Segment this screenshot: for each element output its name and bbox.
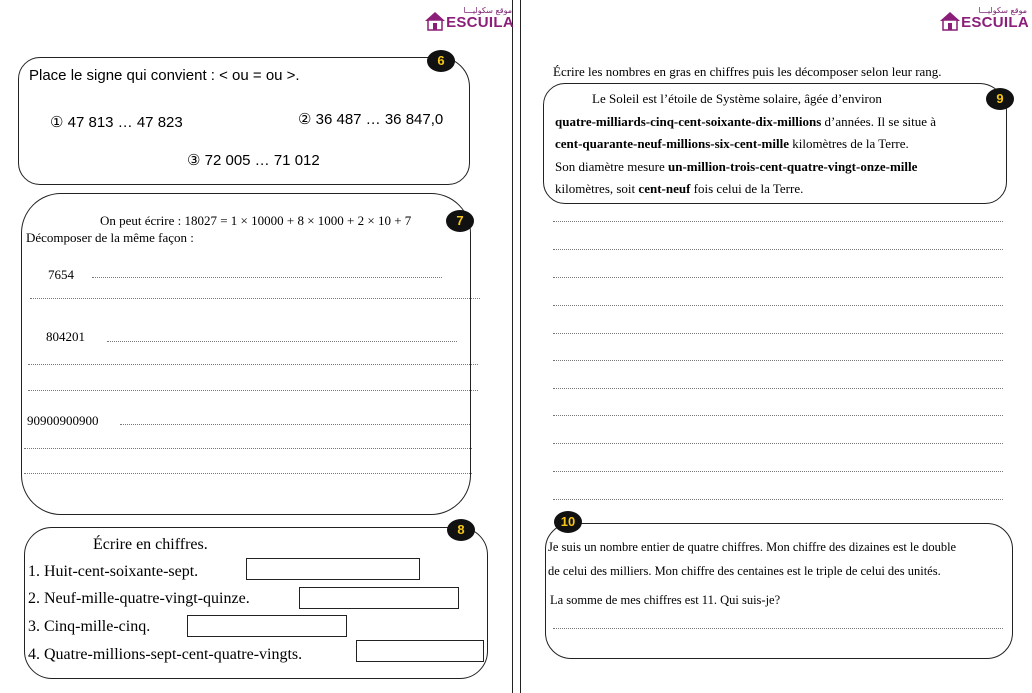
- answer-line[interactable]: [30, 298, 480, 299]
- exercise-9-line-3: [555, 133, 985, 156]
- item-number: 4.: [28, 646, 40, 663]
- exercise-8-title: Écrire en chiffres.: [93, 536, 208, 553]
- answer-line[interactable]: [553, 471, 1003, 472]
- answer-line[interactable]: [553, 333, 1003, 334]
- answer-line[interactable]: [553, 360, 1003, 361]
- exercise-10-badge: 10: [554, 511, 582, 533]
- answer-box-4[interactable]: [356, 640, 484, 662]
- exercise-6-item-2: [298, 110, 443, 128]
- answer-line[interactable]: [553, 221, 1003, 222]
- logo-word: ESCUILA: [446, 14, 514, 31]
- answer-line[interactable]: [553, 388, 1003, 389]
- exercise-9-line-5: [555, 178, 985, 201]
- exercise-7-intro: On peut écrire : 18027 = 1 × 10000 + 8 × 1000 + 2 × 10 + 7: [100, 213, 412, 228]
- exercise-9-line-4: [555, 156, 985, 179]
- answer-line[interactable]: [553, 443, 1003, 444]
- item-text: Cinq-mille-cinq.: [44, 618, 151, 635]
- escuila-logo-left: [424, 6, 514, 34]
- answer-line[interactable]: [24, 448, 472, 449]
- logo-word: ESCUILA: [961, 14, 1029, 31]
- item-number: 1.: [28, 563, 40, 580]
- exercise-6-item-3: [187, 151, 320, 169]
- bold-number: un-million-trois-cent-quatre-vingt-onze-mille: [668, 158, 918, 174]
- logo-arabic: موقع سكوليـــا: [463, 6, 512, 15]
- item-mark: ②: [298, 111, 312, 128]
- exercise-7-badge: 7: [446, 210, 474, 232]
- exercise-8-item-2: [28, 590, 250, 608]
- exercise-9-line-1: [555, 88, 985, 111]
- answer-line[interactable]: [553, 249, 1003, 250]
- answer-line[interactable]: [553, 277, 1003, 278]
- text-run: Son diamètre mesure: [555, 158, 668, 174]
- bold-number: quatre-milliards-cinq-cent-soixante-dix-millions: [555, 113, 822, 129]
- item-text: 47 813 … 47 823: [67, 114, 183, 131]
- exercise-6-badge: 6: [427, 50, 455, 72]
- page-divider: [512, 0, 513, 693]
- exercise-8-item-3: [28, 618, 150, 636]
- bold-number: cent-quarante-neuf-millions-six-cent-mille: [555, 136, 789, 151]
- exercise-9-line-2: [555, 111, 985, 134]
- item-number: 2.: [28, 590, 40, 607]
- text-run: Le Soleil est l’étoile de Système solaire, âgée d’environ: [592, 91, 882, 106]
- answer-line[interactable]: [28, 390, 478, 391]
- exercise-9-instruction: Écrire les nombres en gras en chiffres puis les décomposer selon leur rang.: [553, 64, 942, 79]
- exercise-8-badge: 8: [447, 519, 475, 541]
- answer-line[interactable]: [120, 424, 470, 425]
- answer-line[interactable]: [28, 364, 478, 365]
- answer-box-2[interactable]: [299, 587, 459, 609]
- exercise-9-badge: 9: [986, 88, 1014, 110]
- exercise-8-item-1: [28, 563, 198, 581]
- answer-line[interactable]: [107, 341, 457, 342]
- bold-number: cent-neuf: [638, 181, 691, 196]
- answer-line[interactable]: [24, 473, 472, 474]
- exercise-7-item-1: 7654: [48, 267, 74, 282]
- exercise-7-item-2: 804201: [46, 329, 85, 344]
- house-icon: [424, 10, 446, 32]
- escuila-logo-right: [939, 6, 1029, 34]
- answer-box-1[interactable]: [246, 558, 420, 580]
- text-run: kilomètres de la Terre.: [788, 136, 909, 151]
- answer-line[interactable]: [92, 277, 442, 278]
- exercise-9-text: [555, 88, 985, 201]
- exercise-10-line-1: Je suis un nombre entier de quatre chiffres. Mon chiffre des dizaines est le double: [548, 540, 957, 554]
- answer-line[interactable]: [553, 305, 1003, 306]
- exercise-10-line-2: de celui des milliers. Mon chiffre des centaines est le triple de celui des unités.: [548, 564, 941, 578]
- house-icon: [939, 10, 961, 32]
- exercise-6-instruction: Place le signe qui convient : < ou = ou >.: [29, 67, 300, 84]
- item-number: 3.: [28, 618, 40, 635]
- answer-box-3[interactable]: [187, 615, 347, 637]
- item-mark: ①: [50, 114, 64, 131]
- text-run: fois celui de la Terre.: [690, 181, 804, 196]
- text-run: kilomètres, soit: [555, 181, 639, 196]
- answer-line[interactable]: [553, 415, 1003, 416]
- exercise-7-instruction: Décomposer de la même façon :: [26, 230, 194, 245]
- answer-line[interactable]: [553, 628, 1003, 629]
- exercise-10-line-3: La somme de mes chiffres est 11. Qui suis-je?: [550, 593, 781, 607]
- item-text: Huit-cent-soixante-sept.: [44, 563, 199, 580]
- answer-line[interactable]: [553, 499, 1003, 500]
- page-divider-right: [520, 0, 521, 693]
- item-mark: ③: [187, 152, 201, 169]
- exercise-8-item-4: [28, 646, 302, 664]
- exercise-7-item-3: 90900900900: [27, 413, 99, 428]
- text-run: d’années. Il se situe à: [821, 113, 937, 129]
- item-text: 36 487 … 36 847,0: [315, 111, 444, 128]
- item-text: 72 005 … 71 012: [204, 152, 320, 169]
- item-text: Quatre-millions-sept-cent-quatre-vingts.: [44, 646, 303, 663]
- logo-arabic: موقع سكوليـــا: [978, 6, 1027, 15]
- exercise-6-item-1: [50, 113, 183, 131]
- item-text: Neuf-mille-quatre-vingt-quinze.: [44, 590, 250, 607]
